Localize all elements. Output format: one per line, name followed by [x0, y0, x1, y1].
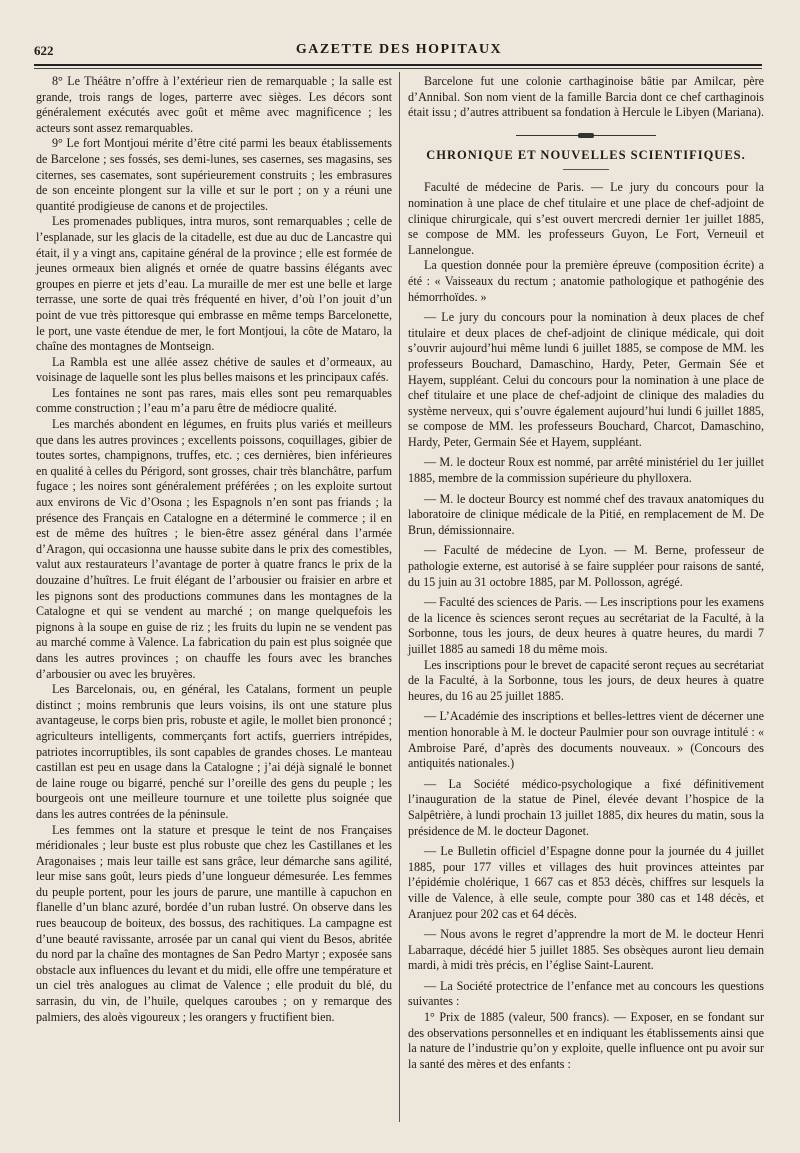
paragraph-barcelone-origine: Barcelone fut une colonie carthaginoise bâtie par Amilcar, père d’Annibal. Son nom vient de la famille Barcia dont ce chef carthaginois était issu ; d’autres attribuent sa fondation à Hercule le Libyen (Mariana).: [408, 74, 764, 120]
left-column: [36, 74, 392, 1025]
news-item: — Nous avons le regret d’apprendre la mort de M. le docteur Henri Labarraque, décédé hier 5 juillet 1885. Ses obsèques auront lieu demain mardi, à midi très précis, en l’église Saint-Laurent.: [408, 927, 764, 973]
news-item: — L’Académie des inscriptions et belles-lettres vient de décerner une mention honorable à M. le docteur Paulmier pour son ouvrage intitulé : « Ambroise Paré, d’après des documents nouveaux. » (Concours des antiquités nationales.): [408, 709, 764, 771]
news-item: — La Société protectrice de l’enfance met au concours les questions suivantes :: [408, 978, 764, 1009]
news-item: — M. le docteur Bourcy est nommé chef des travaux anatomiques du laboratoire de clinique médicale de la Pitié, en remplacement de M. De Brun, démissionnaire.: [408, 491, 764, 537]
paragraph-theatre: 8° Le Théâtre n’offre à l’extérieur rien de remarquable ; la salle est grande, trois rangs de loges, parterre avec sièges. Les décors sont généralement exécutés avec goût et même avec magnificence ; les acteurs sont assez remarquables.: [36, 74, 392, 135]
news-item: La question donnée pour la première épreuve (composition écrite) a été : « Vaisseaux du rectum ; anatomie pathologique et pathogénie des hémorrhoïdes. »: [408, 258, 764, 304]
header-rule: [34, 64, 762, 66]
paragraph-barcelonais: Les Barcelonais, ou, en général, les Catalans, forment un peuple distinct ; moins rembrunis que leurs voisins, ils ont une stature plus avantageuse, le corps bien pris, robuste et agile, le mollet bien prononcé ; agriculteurs intelligents, commerçants fort actifs, guerriers intrépides, patriotes incorruptibles, ils sont capables de grandes choses. Le manteau castillan est peu en usage dans la Catalogne ; j’ai déjà signalé le bonnet de laine rouge ou bigarré, penché sur l’oreille des gens du peuple ; les bourgeois ont une meilleure tournure et une toilette plus soignée que dans les autres contrées de la péninsule.: [36, 682, 392, 821]
news-item: — Le Bulletin officiel d’Espagne donne pour la journée du 4 juillet 1885, pour 177 villes et villages des huit provinces atteintes par l’épidémie cholérique, 1 667 cas et 853 décès, chiffres sur lesquels la ville de Valence, à elle seule, compte pour 380 cas et 148 décès, et Aranjuez pour 202 cas et 64 décès.: [408, 844, 764, 921]
heading-rule: [563, 169, 609, 170]
news-item: — La Société médico-psychologique a fixé définitivement l’inauguration de la statue de Pinel, élevée devant l’hospice de la Salpêtrière, à lundi prochain 13 juillet 1885, dix heures du matin, sous la présidence de M. le docteur Dagonet.: [408, 776, 764, 838]
right-column: [408, 74, 764, 1072]
news-item: Faculté de médecine de Paris. — Le jury du concours pour la nomination à une place de chef titulaire et une place de chef-adjoint de clinique chirurgicale, qui s’est ouvert mercredi dernier 1er juillet 1885, se compose de MM. les professeurs Guyon, Le Fort, Verneuil et Lannelongue.: [408, 180, 764, 257]
page-number: 622: [34, 43, 54, 58]
column-divider: [399, 72, 400, 1122]
paragraph-rambla: La Rambla est une allée assez chétive de saules et d’ormeaux, au voisinage de laquelle sont les plus belles maisons et les principaux cafés.: [36, 354, 392, 385]
ornamental-rule: [516, 135, 656, 136]
header-rule-thin: [34, 68, 762, 69]
running-title: GAZETTE DES HOPITAUX: [295, 42, 503, 57]
section-heading: CHRONIQUE ET NOUVELLES SCIENTIFIQUES.: [426, 147, 746, 162]
news-item: 1° Prix de 1885 (valeur, 500 francs). — Exposer, en se fondant sur des observations personnelles et en indiquant les établissements ainsi que la nature de l’industrie qu’on y exploite, quelle influence ont pu avoir sur la santé des mères et des enfants :: [408, 1010, 764, 1071]
paragraph-promenades: Les promenades publiques, intra muros, sont remarquables ; celle de l’esplanade, sur les glacis de la citadelle, est due au duc de Lancastre qui était, il y a vingt ans, capitaine général de la province ; elle est formée de jeunes ormeaux bien alignés et ornée de quatre bassins élégants avec groupes en pierre et jets d’eau. La muraille de mer est une belle et large terrasse, une sorte de quai très fréquenté en hiver, d’où l’on jouit d’un point de vue très pittoresque qui embrasse en même temps Barcelonette, le port, une vaste étendue de mer, le fort Montjoui, la côte de Mataro, la chaîne des montagnes de Montseign.: [36, 214, 392, 354]
news-item: — Le jury du concours pour la nomination à deux places de chef titulaire et deux places de chef-adjoint de clinique médicale, qui doit s’ouvrir aujourd’hui même lundi 6 juillet 1885, se compose de MM. les professeurs Bouchard, Damaschino, Hardy, Peter, Germain Sée et Hayem, suppléant. Celui du concours pour la nomination à une place de chef titulaire et une place de chef-adjoint de clinique des maladies du système nerveux, qui s’ouvre également aujourd’hui lundi 6 juillet 1885, se compose de MM. les professeurs Bouchard, Charcot, Damaschino, Hardy, Peter, Germain Sée et Hayem, suppléant.: [408, 310, 764, 449]
paragraph-femmes: Les femmes ont la stature et presque le teint de nos Françaises méridionales ; leur buste est plus robuste que chez les Castillanes et les Aragonaises ; mais leur taille est sans grâce, leur démarche sans agilité, leur mise sans goût, leurs pieds d’une longueur démesurée. Les femmes du peuple portent, pour les jours de parure, une mantille à capuchon en flanelle d’un blanc azuré, bordée d’un ruban lustré. On observe dans les rues beaucoup de boiteux, des bossus, des rachitiques. La campagne est d’une beauté ravissante, arrosée par un canal qui vient du Besos, abritée du nord par la chaîne des montagnes de San Pedro Martyr ; exposée sans obstacle aux influences du levant et du midi, elle offre une température et un ciel très analogues au climat de Valence ; elle produit du blé, du sarrasin, du vin, de l’huile, quelques caroubes ; on y remarque des palmiers, des aloès vigoureux ; les orangers y fructifient bien.: [36, 822, 392, 1024]
page-header: [34, 36, 764, 60]
news-item: — Faculté de médecine de Lyon. — M. Berne, professeur de pathologie externe, est autorisé à se faire suppléer pour raisons de santé, du 15 juin au 31 octobre 1885, par M. Pollosson, agrégé.: [408, 543, 764, 589]
news-item: — M. le docteur Roux est nommé, par arrêté ministériel du 1er juillet 1885, membre de la commission supérieure du phylloxera.: [408, 455, 764, 486]
news-item: — Faculté des sciences de Paris. — Les inscriptions pour les examens de la licence ès sciences seront reçues au secrétariat de la Faculté, à la Sorbonne, tous les jours, de deux heures à quatre heures, du mardi 7 juillet 1885 au samedi 18 du même mois.: [408, 595, 764, 656]
paragraph-fontaines: Les fontaines ne sont pas rares, mais elles sont peu remarquables comme construction ; l’eau m’a paru être de médiocre qualité.: [36, 385, 392, 416]
news-item: Les inscriptions pour le brevet de capacité seront reçues au secrétariat de la Faculté, à la Sorbonne, tous les jours, de deux heures à quatre heures, du 16 au 25 juillet 1885.: [408, 657, 764, 703]
paragraph-marches: Les marchés abondent en légumes, en fruits plus variés et meilleurs que dans les autres provinces ; excellents poissons, coquillages, gibier de toutes sortes, champignons, truffes, etc. ; ces dernières, bien inférieures en qualité à celles du Périgord, sont grosses, chair très blanchâtre, parfum fugace ; les noires sont généralement préférées ; on les exploite surtout aux environs de Vic d’Osona ; les Espagnols n’en sont pas friands ; la présence des Français en Catalogne en a déterminé le commerce ; il en est de même des huîtres ; le bien-être assez général dans l’armée d’Aragon, qui occasionna une hausse subite dans le prix des comestibles, valut aux restaurateurs l’avantage de porter à quatre francs le prix de la douzaine d’huîtres. Le fruit élégant de l’arbousier ou fraisier en arbre et les pignons sont des productions communes dans les montagnes de la Catalogne et qui se vendent au marché ; on mange quelquefois les pignons à la soupe en guise de riz ; les fruits du lupin ne se vendent pas au marché comme à Valence. La fabrication du pain est plus soignée que dans les autres provinces ; on chauffe les fours avec les branches d’arbousier ou avec les bruyères.: [36, 417, 392, 681]
paragraph-fort-montjoui: 9° Le fort Montjoui mérite d’être cité parmi les beaux établissements de Barcelone ; ses fossés, ses demi-lunes, ses casernes, ses magasins, ses citernes, ses casemates, sont supérieurement construits ; les embrasures de son enceinte plongent sur la ville et sur le port ; on y a réuni une quantité prodigieuse de canons et de projectiles.: [36, 136, 392, 213]
